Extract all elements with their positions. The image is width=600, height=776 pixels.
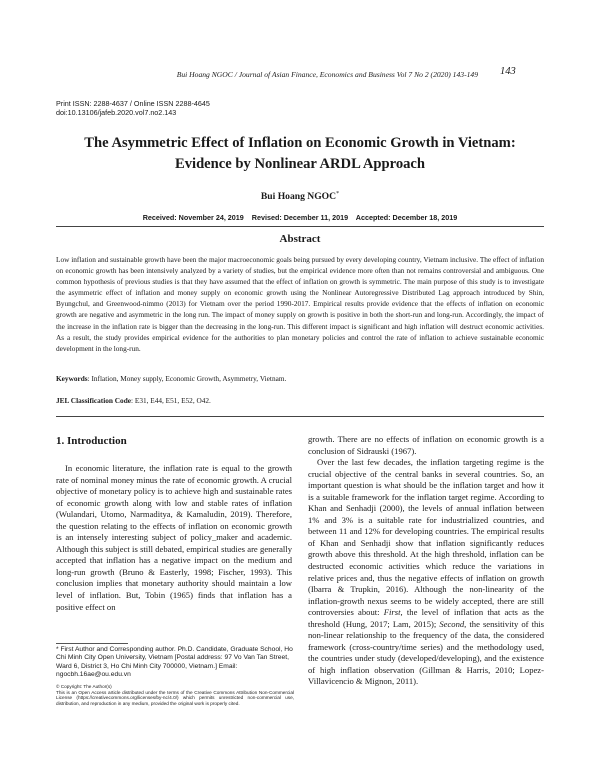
copyright-line: © Copyright: The Author(s) bbox=[56, 684, 112, 689]
footnote-text bbox=[56, 646, 294, 680]
jel-label: JEL Classification Code bbox=[56, 396, 132, 405]
intro-paragraph-1-cont: growth. There are no effects of inflation on economic growth is a conclusion of Sidrauski (1967). bbox=[308, 434, 544, 456]
first-word: First bbox=[383, 607, 401, 618]
author bbox=[0, 191, 600, 202]
right-column bbox=[308, 434, 544, 688]
running-head: Bui Hoang NGOC / Journal of Asian Finance, Economics and Business Vol 7 No 2 (2020) 143-149 bbox=[176, 70, 478, 79]
license-text: This is an Open Access article distributed under the terms of the Creative Commons Attribution Non-Commercial License (https://creativecommons.org/licenses/by-nc/4.0/) which permits unrestricted non-commercial use, distribution, and reproduction in any medium, provided the original work is properly cited. bbox=[56, 689, 294, 706]
abstract-body bbox=[56, 254, 544, 354]
para2-mid: , the level of inflation that acts as the threshold (Hung, 2017; Lam, 2015); bbox=[308, 607, 544, 629]
footnote bbox=[56, 646, 294, 680]
paper-title bbox=[40, 133, 560, 175]
intro-paragraph-1: In economic literature, the inflation rate is equal to the growth rate of nominal money minus the rate of economic growth. A crucial objective of monetary policy is to achieve high and sustainable rates of economic growth along with low and stable rates of inflation (Wulandari, Utomo, Narmaditya, & Kamaludin, 2019). Therefore, the question relating to the effects of inflation on economic growth is an intensely interesting subject of policy_maker and academic. Although this subject is still debated, empirical studies are generally accepted that inflation has a negative impact on the medium and long-run growth (Bruno & Easterly, 1998; Fischer, 1993). This conclusion implies that monetary authority should maintain a low level of inflation. But, Tobin (1965) finds that inflation has a positive effect on bbox=[56, 463, 292, 612]
author-mark: * bbox=[336, 191, 340, 197]
author-name: Bui Hoang NGOC bbox=[260, 191, 337, 203]
abstract-heading: Abstract bbox=[279, 233, 321, 245]
title-line-2: Evidence by Nonlinear ARDL Approach bbox=[174, 156, 426, 172]
title-line-1: The Asymmetric Effect of Inflation on Economic Growth in Vietnam: bbox=[84, 135, 516, 151]
divider-top bbox=[56, 226, 544, 227]
keywords bbox=[56, 374, 544, 383]
jel-text: : E31, E44, E51, E52, O42. bbox=[131, 396, 211, 405]
footnote-mark: * bbox=[56, 646, 59, 653]
section-heading-introduction: 1. Introduction bbox=[56, 435, 127, 447]
jel-codes bbox=[56, 396, 544, 405]
intro-paragraph-2 bbox=[308, 457, 544, 688]
footnote-body: First Author and Corresponding author. Ph.D. Candidate, Graduate School, Ho Chi Minh City Open University, Vietnam [Postal address: 97 Vo Van Tan Street, Ward 6, District 3, Ho Chi Minh City 700000, Vietnam.] Email: ngocbh.16ae@ou.edu.vn bbox=[56, 646, 293, 679]
keywords-text: : Inflation, Money supply, Economic Growth, Asymmetry, Vietnam. bbox=[87, 374, 287, 383]
abstract-text: Low inflation and sustainable growth have been the major macroeconomic goals being pursued by every developing country, Vietnam inclusive. The effect of inflation on economic growth has been intensively analyzed by a variety of studies, but the empirical evidence more often than not remains controversial and ambiguous. One common hypothesis of previous studies is that they have assumed that the effect of inflation on growth is symmetric. The main purpose of this study is to investigate the asymmetric effect of inflation and money supply on economic growth using the Nonlinear Autoregressive Distributed Lag approach introduced by Shin, Byungchul, and Greenwood-nimmo (2013) for Vietnam over the period 1990-2017. Empirical results provide evidence that the effects of inflation on economic growth are negative and asymmetric in the long run. The impact of money supply on growth is positive in both the short-run and long-run. Accordingly, the impact of the increase in the inflation rate is bigger than the decreasing in the long-run. This different impact is significant and high inflation will destruct economic activities. As a result, the study provides empirical evidence for the authorities to plan monetary policies and control the rate of inflation to achieve sustainable economic development in the long-run. bbox=[56, 255, 544, 353]
para2-start: Over the last few decades, the inflation targeting regime is the crucial objective of the central banks in several countries. So, an important question is what should be the inflation target and how it is a suitable framework for the inflation target regime. According to Khan and Senhadji (2000), the levels of annual inflation between 1% and 3% is a suitable rate for industrialized countries, and between 11 and 12% for developing countries. The empirical results of Khan and Senhadji show that inflation significantly reduces growth above this threshold. At the high threshold, inflation can be destructed economic activities which reduce the variations in relative prices and, thus the negative effects of inflation on growth (Ibarra & Trupkin, 2016). Although the non-linearity of the inflation-growth nexus seems to be widely accepted, there are still controversies about: bbox=[308, 457, 544, 618]
second-word: Second bbox=[439, 618, 465, 629]
page-number: 143 bbox=[500, 66, 516, 77]
para2-end: , the sensitivity of this non-linear relationship to the frequency of the data, the considered framework (cross-country/time series) and the methodology used, the countries under study (developed/developing), and the existence of high inflation observation (Gillman & Harris, 2010; Lopez-Villavicencio & Mignon, 2011). bbox=[308, 618, 544, 687]
keywords-label: Keywords bbox=[56, 374, 88, 383]
submission-dates: Received: November 24, 2019 Revised: December 11, 2019 Accepted: December 18, 2019 bbox=[142, 213, 458, 222]
footnote-rule bbox=[56, 643, 128, 644]
divider-bottom bbox=[56, 416, 544, 417]
left-column bbox=[56, 463, 292, 613]
doi-line: doi:10.13106/jafeb.2020.vol7.no2.143 bbox=[56, 108, 177, 117]
copyright-block bbox=[56, 684, 294, 706]
issn-line: Print ISSN: 2288-4637 / Online ISSN 2288-4645 bbox=[56, 99, 210, 108]
